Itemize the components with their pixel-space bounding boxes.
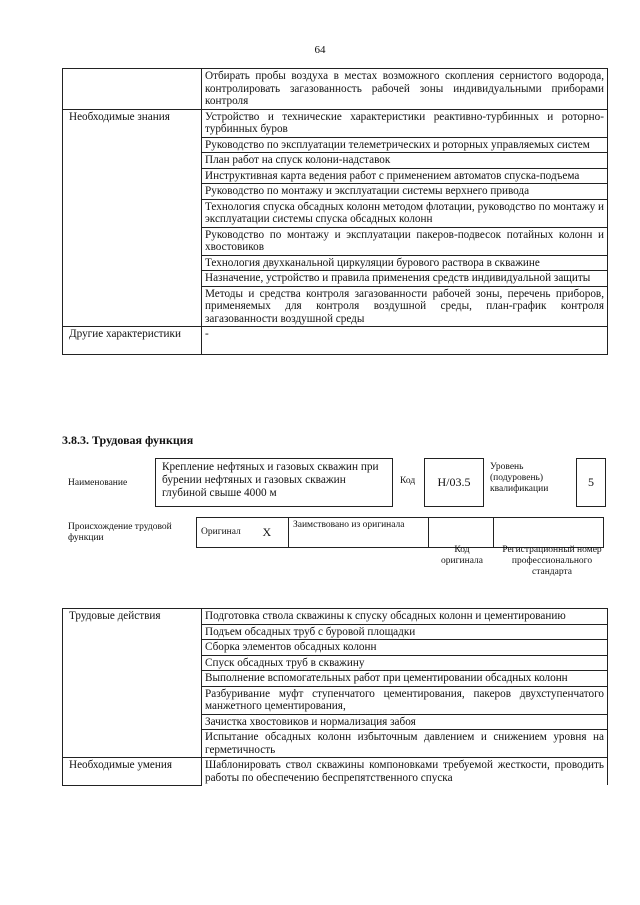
code-label: Код — [400, 476, 416, 486]
origin-label: Происхождение трудовой функции — [68, 522, 172, 543]
qualification-level: 5 — [576, 458, 606, 507]
section-title: 3.8.3. Трудовая функция — [62, 433, 194, 447]
list-item: Инструктивная карта ведения работ с применением автоматов спуска-подъема — [202, 168, 608, 184]
origin-code-caption: Код оригинала — [441, 545, 483, 566]
list-item: Устройство и технические характеристики реактивно-турбинных и роторно-турбинных буров — [202, 109, 608, 137]
table-row — [63, 109, 608, 137]
list-item: Руководство по монтажу и эксплуатации системы верхнего привода — [202, 184, 608, 200]
list-item: Зачистка хвостовиков и нормализация забоя — [202, 714, 608, 730]
row-label: Необходимые умения — [63, 758, 202, 786]
list-item: Подъем обсадных труб с буровой площадки — [202, 624, 608, 640]
page-number: 64 — [314, 44, 326, 56]
row-label: Другие характеристики — [63, 327, 202, 355]
list-item: Шаблонировать ствол скважины компоновками требуемой жесткости, проводить работы по обеспечению беспрепятственного спуска — [202, 758, 608, 786]
table-row — [63, 609, 608, 625]
name-label: Наименование — [68, 478, 128, 488]
list-item: План работ на спуск колони-надставок — [202, 153, 608, 169]
function-name: Крепление нефтяных и газовых скважин при бурении нефтяных и газовых скважин глубиной свыше 4000 м — [155, 458, 393, 507]
table-row — [63, 327, 608, 355]
list-item: Испытание обсадных колонн избыточным давлением и снижением уровня на герметичность — [202, 730, 608, 758]
labor-actions-table — [62, 608, 608, 786]
list-item: Назначение, устройство и правила применения средств индивидуальной защиты — [202, 271, 608, 287]
function-code: H/03.5 — [424, 458, 484, 507]
origin-table — [196, 517, 604, 548]
requirements-table — [62, 68, 608, 355]
list-item: Руководство по эксплуатации телеметрических и роторных управляемых систем — [202, 137, 608, 153]
level-label: Уровень (подуровень) квалификации — [490, 462, 549, 494]
list-item: Технология двухканальной циркуляции бурового раствора в скважине — [202, 255, 608, 271]
list-item: Отбирать пробы воздуха в местах возможного скопления сернистого водорода, контролировать загазованность рабочей зоны индивидуальными приборами контроля — [202, 69, 608, 110]
reg-number-cell — [494, 518, 604, 548]
list-item: Технология спуска обсадных колонн методом флотации, руководство по монтажу и эксплуатации системы спуска обсадных колонн — [202, 199, 608, 227]
row-label: Необходимые знания — [63, 109, 202, 327]
borrowed-label: Заимствовано из оригинала — [289, 518, 429, 548]
row-label: Трудовые действия — [63, 609, 202, 758]
original-label: Оригинал — [197, 518, 259, 548]
row-label — [63, 69, 202, 110]
list-item: Разбуривание муфт ступенчатого цементирования, пакеров двухступенчатого манжетного цементирования, — [202, 686, 608, 714]
list-item: - — [202, 327, 608, 355]
reg-number-caption: Регистрационный номер профессионального стандарта — [502, 545, 602, 577]
table-row — [63, 758, 608, 786]
list-item: Выполнение вспомогательных работ при цементировании обсадных колонн — [202, 671, 608, 687]
list-item: Руководство по монтажу и эксплуатации пакеров-подвесок потайных колонн и хвостовиков — [202, 227, 608, 255]
list-item: Сборка элементов обсадных колонн — [202, 640, 608, 656]
list-item: Подготовка ствола скважины к спуску обсадных колонн и цементированию — [202, 609, 608, 625]
origin-code-cell — [429, 518, 494, 548]
list-item: Методы и средства контроля загазованности рабочей зоны, перечень приборов, применяемых для контроля воздушной среды, план-график контроля загазованности воздушной среды — [202, 286, 608, 327]
table-row — [63, 69, 608, 110]
list-item: Спуск обсадных труб в скважину — [202, 655, 608, 671]
original-mark: X — [259, 518, 289, 548]
